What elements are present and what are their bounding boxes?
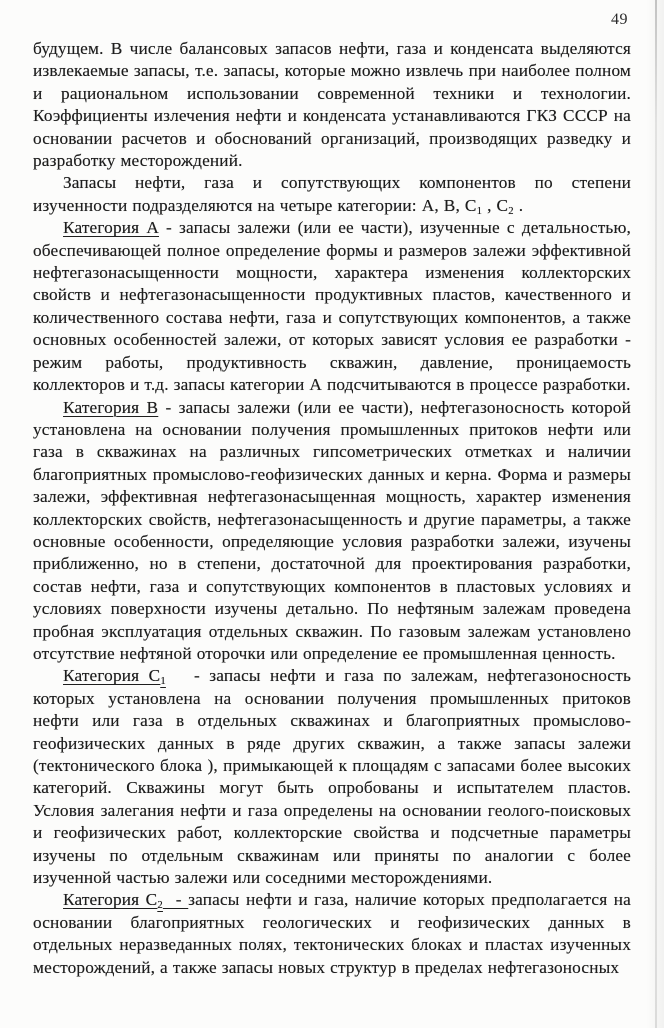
paragraph — [33, 217, 631, 396]
paragraph — [33, 38, 631, 172]
text-run: Категория В — [63, 397, 159, 417]
scan-edge-line — [655, 0, 657, 1028]
text-run: - запасы залежи (или ее части), нефтегазоносность которой установлена на основании получения промышленных притоков нефти или газа в скважинах на различных гипсометрических отметках и наличии благоприятных промыслово-геофизических данных и керна. Форма и размеры залежи, эффективная нефтегазонасыщенная мощность, характер изменения коллекторских свойств, нефтегазонасыщенность и другие параметры, а также основные особенности, определяющие условия разработки залежи, изучены приближенно, но в степени, достаточной для проектирования разработки, состав нефти, газа и сопутствующих компонентов в пластовых условиях и условиях поверхности изучены детально. По нефтяным залежам проведена пробная эксплуатация отдельных скважин. По газовым залежам установлено отсутствие нефтяной оторочки или определение ее промышленная ценность. — [33, 397, 631, 663]
text-run: 1 — [160, 675, 166, 688]
text-run: Категория А — [63, 218, 159, 238]
document-text — [33, 38, 631, 979]
text-run: 2 — [157, 899, 163, 912]
text-run: , С — [482, 195, 509, 215]
paragraph — [33, 397, 631, 666]
text-run: 2 — [508, 204, 514, 217]
text-run: - запасы залежи (или ее части), изученные с детальностью, обеспечивающей полное определение формы и размеров залежи эффективной нефтегазонасыщенности мощности, характера изменения коллекторских свойств и нефтегазонасыщенности продуктивных пластов, качественного и количественного состава нефти, газа и сопутствующих компонентов, а также основных особенностей залежи, от которых зависят условия ее разработки - режим работы, продуктивность скважин, давление, проницаемость коллекторов и т.д. запасы категории А подсчитываются в процессе разработки. — [33, 218, 631, 395]
text-run: Категория С — [63, 890, 158, 910]
text-run: 1 — [476, 204, 483, 217]
paragraph — [33, 889, 631, 979]
page-number: 49 — [611, 11, 628, 28]
text-run: запасы нефти и газа, наличие которых предполагается на основании благоприятных геологических и геофизических данных в отдельных неразведанных полях, тектонических блоках и пластах изученных месторождений, а также запасы новых структур в пределах нефтегазоносных — [33, 890, 631, 977]
text-run: . — [513, 195, 524, 215]
scan-edge-shading — [646, 0, 664, 1028]
text-run: - запасы нефти и газа по залежам, нефтегазоносность которых установлена на основании получения промышленных притоков нефти или газа в отдельных скважинах и благоприятных промыслово-геофизических данных в ряде других скважин, а также запасы залежи (тектонического блока ), примыкающей к площадям с запасами более высоких категорий. Скважины могут быть опробованы и испытателем пластов. Условия залегания нефти и газа определены на основании геолого-поисковых и геофизических работ, коллекторские свойства и подсчетные параметры изучены по отдельным скважинам или приняты по аналогии с более изученной частью залежи или соседними месторождениями. — [33, 666, 631, 888]
text-run: Категория С — [63, 666, 161, 686]
text-run: - — [162, 890, 189, 910]
paragraph — [33, 665, 631, 889]
text-run: Запасы нефти, газа и сопутствующих компонентов по степени изученности подразделяются на четыре категории: А, В, С — [33, 173, 631, 215]
paragraph — [33, 172, 631, 217]
text-run: будущем. В числе балансовых запасов нефти, газа и конденсата выделяются извлекаемые запасы, т.е. запасы, которые можно извлечь при наиболее полном и рациональном использовании современной техники и технологии. Коэффициенты излечения нефти и конденсата устанавливаются ГКЗ СССР на основании расчетов и обоснований организаций, производящих разведку и разработку месторождений. — [33, 39, 631, 171]
